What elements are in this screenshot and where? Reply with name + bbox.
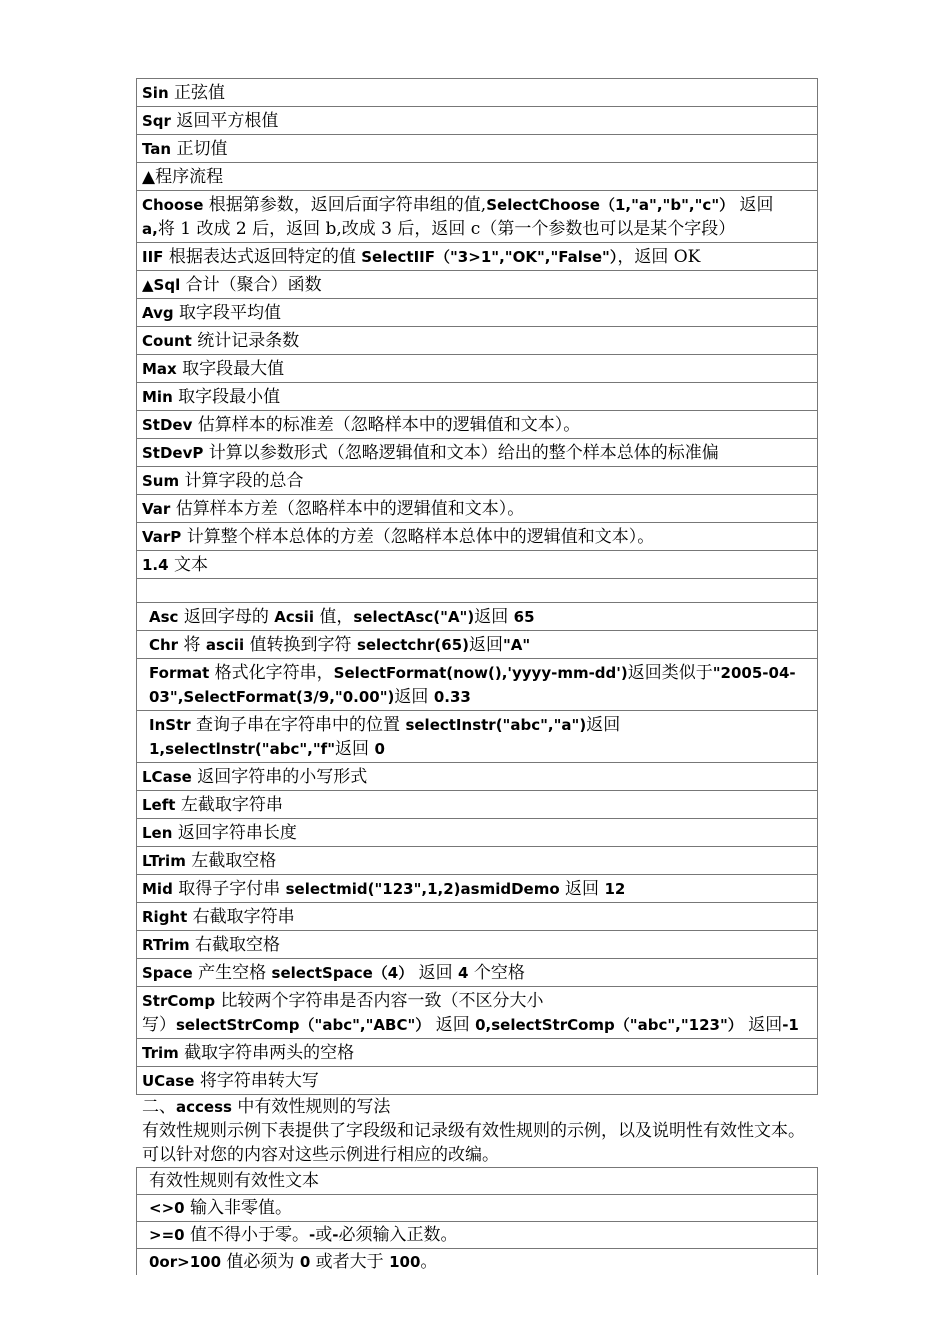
table-row: Left 左截取字符串 <box>137 791 818 819</box>
table-row: Max 取字段最大值 <box>137 355 818 383</box>
table-row: <>0 输入非零值。 <box>137 1195 818 1222</box>
table-row: UCase 将字符串转大写 <box>137 1067 818 1095</box>
table-row: Mid 取得子字付串 selectmid("123",1,2)asmidDemo 返回 12 <box>137 875 818 903</box>
document-page <box>136 78 818 1275</box>
table-row: IIF 根据表达式返回特定的值 SelectIIF（"3>1","OK","False"），返回 OK <box>137 243 818 271</box>
table-row: Avg 取字段平均值 <box>137 299 818 327</box>
table-row: Min 取字段最小值 <box>137 383 818 411</box>
table-row: LCase 返回字符串的小写形式 <box>137 763 818 791</box>
table-row: ▲Sql 合计（聚合）函数 <box>137 271 818 299</box>
table-row: ▲程序流程 <box>137 163 818 191</box>
table-row: Format 格式化字符串，SelectFormat(now(),'yyyy-mm-dd')返回类似于"2005-04- 03",SelectFormat(3/9,"0.00")返回 0.33 <box>137 659 818 711</box>
table-row: LTrim 左截取空格 <box>137 847 818 875</box>
table-row-empty <box>137 579 818 603</box>
table-row: Trim 截取字符串两头的空格 <box>137 1039 818 1067</box>
table-row: StDev 估算样本的标准差（忽略样本中的逻辑值和文本）。 <box>137 411 818 439</box>
table-row: Sum 计算字段的总合 <box>137 467 818 495</box>
table-row: 1.4 文本 <box>137 551 818 579</box>
table-row: Len 返回字符串长度 <box>137 819 818 847</box>
table-row: Choose 根据第参数，返回后面字符串组的值,SelectChoose（1,"a","b","c"） 返回 a,将 1 改成 2 后，返回 b,改成 3 后，返回 c（第一个参数也可以是某个字段） <box>137 191 818 243</box>
function-table <box>136 78 818 1095</box>
table-row: >=0 值不得小于零。-或-必须输入正数。 <box>137 1222 818 1249</box>
table-row: 有效性规则有效性文本 <box>137 1168 818 1195</box>
intro-paragraph: 有效性规则示例下表提供了字段级和记录级有效性规则的示例，以及说明性有效性文本。可以针对您的内容对这些示例进行相应的改编。 <box>142 1121 805 1165</box>
table-row: Right 右截取字符串 <box>137 903 818 931</box>
table-row: Chr 将 ascii 值转换到字符 selectchr(65)返回"A" <box>137 631 818 659</box>
table-row: Sqr 返回平方根值 <box>137 107 818 135</box>
section-heading: 二、access 中有效性规则的写法 <box>142 1097 391 1117</box>
table-row: Sin 正弦值 <box>137 79 818 107</box>
table-row: InStr 查询子串在字符串中的位置 selectInstr("abc","a")返回 1,selectlnstr("abc","f"返回 0 <box>137 711 818 763</box>
table-row: Var 估算样本方差（忽略样本中的逻辑值和文本）。 <box>137 495 818 523</box>
table-row: StrComp 比较两个字符串是否内容一致（不区分大小 写）selectStrComp（"abc","ABC"） 返回 0,selectStrComp（"abc","123"） 返回-1 <box>137 987 818 1039</box>
table-row: StDevP 计算以参数形式（忽略逻辑值和文本）给出的整个样本总体的标准偏 <box>137 439 818 467</box>
table-row: Asc 返回字母的 Acsii 值，selectAsc("A")返回 65 <box>137 603 818 631</box>
table-row: RTrim 右截取空格 <box>137 931 818 959</box>
table-row: VarP 计算整个样本总体的方差（忽略样本总体中的逻辑值和文本）。 <box>137 523 818 551</box>
table-row: 0or>100 值必须为 0 或者大于 100。 <box>137 1249 818 1276</box>
validation-rules-table <box>136 1167 818 1275</box>
table-row: Space 产生空格 selectSpace（4） 返回 4 个空格 <box>137 959 818 987</box>
table-row: Tan 正切值 <box>137 135 818 163</box>
table-row: Count 统计记录条数 <box>137 327 818 355</box>
